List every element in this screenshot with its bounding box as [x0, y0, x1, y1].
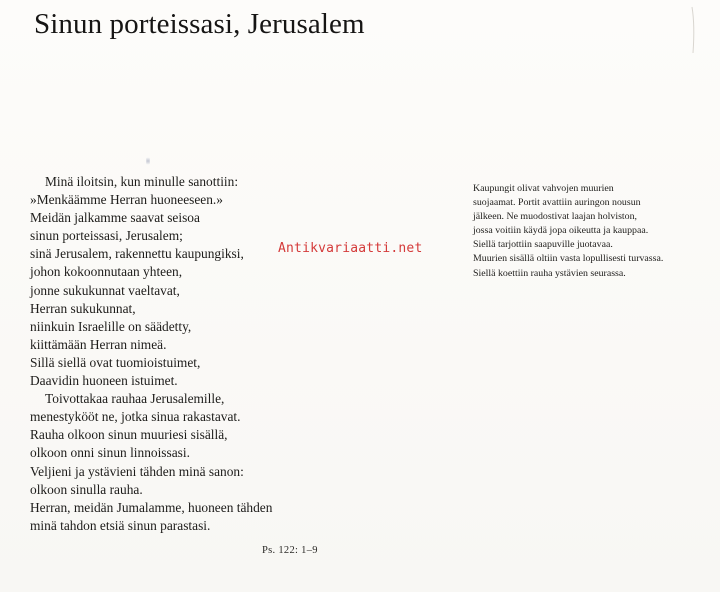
page-corner-mark — [689, 5, 707, 55]
poem-line: Herran sukukunnat, — [30, 300, 136, 316]
sidenote-line: jälkeen. Ne muodostivat laajan holviston, — [473, 211, 637, 223]
poem-line: johon kokoonnutaan yhteen, — [30, 264, 183, 280]
poem-line: menestykööt ne, jotka sinua rakastavat. — [30, 409, 241, 425]
sidenote-line: Muurien sisällä oltiin vasta lopullisesti turvassa. — [473, 253, 664, 265]
poem-line: sinun porteissasi, Jerusalem; — [30, 228, 183, 244]
watermark-text: Antikvariaatti.net — [278, 241, 423, 256]
poem-line: Daavidin huoneen istuimet. — [30, 373, 178, 389]
poem-line: Herran, meidän Jumalamme, huoneen tähden — [30, 499, 273, 515]
poem-line: jonne sukukunnat vaeltavat, — [30, 282, 180, 298]
poem-line: sinä Jerusalem, rakennettu kaupungiksi, — [30, 246, 244, 262]
poem-line: Veljieni ja ystävieni tähden minä sanon: — [30, 463, 244, 479]
poem-line: Minä iloitsin, kun minulle sanottiin: — [45, 174, 239, 189]
poem-line: olkoon onni sinun linnoissasi. — [30, 445, 190, 461]
sidenote-line: Siellä koettiin rauha ystävien seurassa. — [473, 267, 626, 279]
page-title: Sinun porteissasi, Jerusalem — [34, 8, 365, 40]
print-speck — [146, 156, 150, 166]
poem-line: minä tahdon etsiä sinun parastasi. — [30, 517, 211, 533]
sidenote-line: jossa voitiin käydä jopa oikeutta ja kauppaa. — [473, 225, 649, 237]
poem-line: Rauha olkoon sinun muuriesi sisällä, — [30, 427, 228, 443]
poem-line: Toivottakaa rauhaa Jerusalemille, — [45, 391, 225, 407]
poem-line: »Menkäämme Herran huoneeseen.» — [30, 192, 223, 208]
poem-line: niinkuin Israelille on säädetty, — [30, 318, 192, 334]
psalm-text — [30, 173, 340, 535]
side-commentary — [473, 182, 713, 281]
sidenote-line: Kaupungit olivat vahvojen muurien — [473, 183, 614, 194]
sidenote-line: Siellä tarjottiin saapuville juotavaa. — [473, 239, 613, 251]
sidenote-line: suojaamat. Portit avattiin auringon nousun — [473, 197, 641, 209]
poem-line: Meidän jalkamme saavat seisoa — [30, 210, 200, 226]
poem-line: Sillä siellä ovat tuomioistuimet, — [30, 354, 201, 370]
psalm-reference: Ps. 122: 1–9 — [262, 545, 318, 556]
poem-line: olkoon sinulla rauha. — [30, 481, 143, 497]
poem-line: kiittämään Herran nimeä. — [30, 336, 167, 352]
